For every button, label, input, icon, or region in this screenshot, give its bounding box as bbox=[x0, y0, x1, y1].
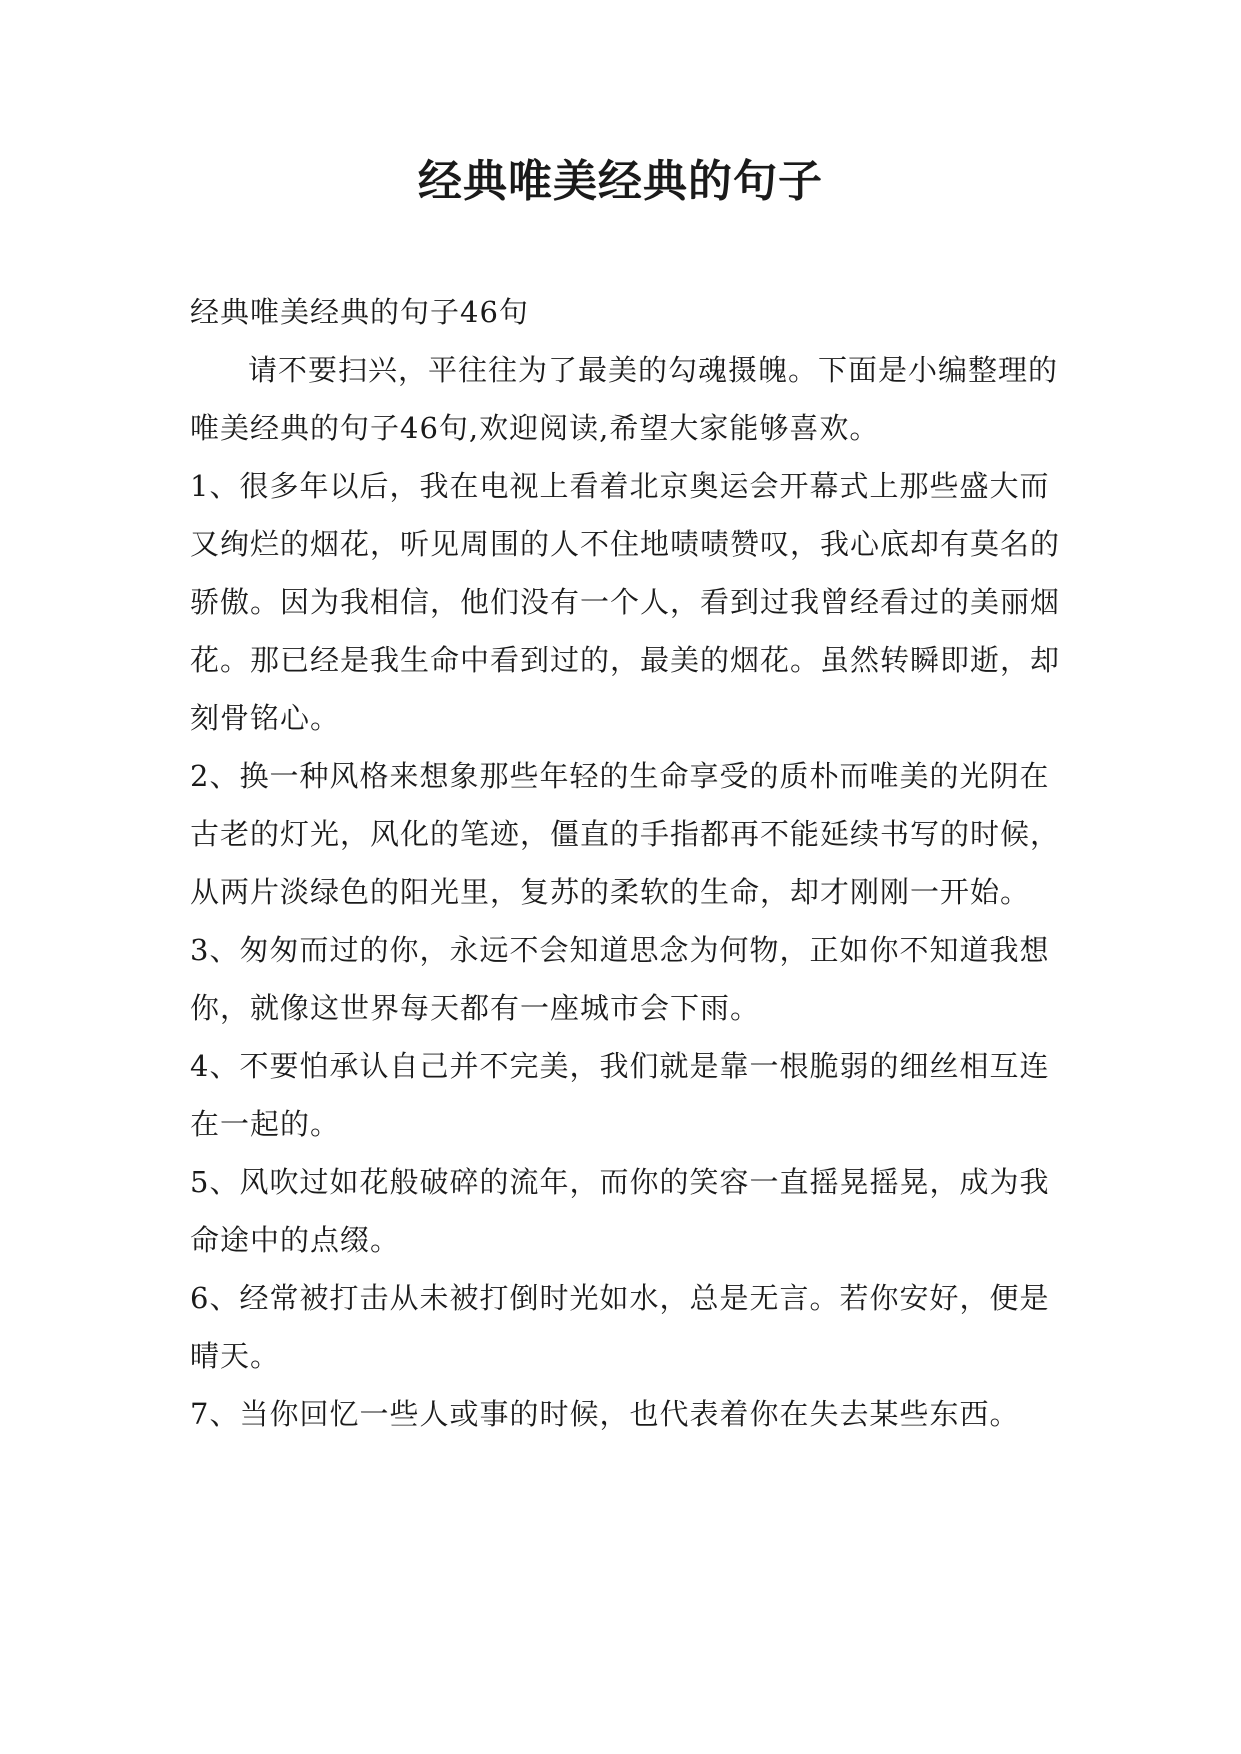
document-subtitle: 经典唯美经典的句子46句 bbox=[190, 295, 529, 329]
list-item: 7、当你回忆一些人或事的时候，也代表着你在失去某些东西。 bbox=[190, 1397, 1020, 1431]
list-item: 1、很多年以后，我在电视上看着北京奥运会开幕式上那些盛大而又绚烂的烟花，听见周围的人不住地啧啧赞叹，我心底却有莫名的骄傲。因为我相信，他们没有一个人，看到过我曾经看过的美丽烟花。那已经是我生命中看到过的，最美的烟花。虽然转瞬即逝，却刻骨铭心。 bbox=[190, 469, 1061, 735]
list-item: 3、匆匆而过的你，永远不会知道思念为何物，正如你不知道我想你，就像这世界每天都有一座城市会下雨。 bbox=[190, 933, 1050, 1025]
list-item: 6、经常被打击从未被打倒时光如水，总是无言。若你安好，便是晴天。 bbox=[190, 1281, 1050, 1373]
list-item: 4、不要怕承认自己并不完美，我们就是靠一根脆弱的细丝相互连在一起的。 bbox=[190, 1049, 1050, 1141]
intro-paragraph: 请不要扫兴，平往往为了最美的勾魂摄魄。下面是小编整理的唯美经典的句子46句,欢迎阅读,希望大家能够喜欢。 bbox=[190, 353, 1059, 445]
document-title: 经典唯美经典的句子 bbox=[418, 156, 823, 207]
document-body bbox=[190, 283, 1060, 1443]
list-item: 5、风吹过如花般破碎的流年，而你的笑容一直摇晃摇晃，成为我命途中的点缀。 bbox=[190, 1165, 1050, 1257]
list-item: 2、换一种风格来想象那些年轻的生命享受的质朴而唯美的光阴在古老的灯光，风化的笔迹，僵直的手指都再不能延续书写的时候，从两片淡绿色的阳光里，复苏的柔软的生命，却才刚刚一开始。 bbox=[190, 759, 1061, 909]
